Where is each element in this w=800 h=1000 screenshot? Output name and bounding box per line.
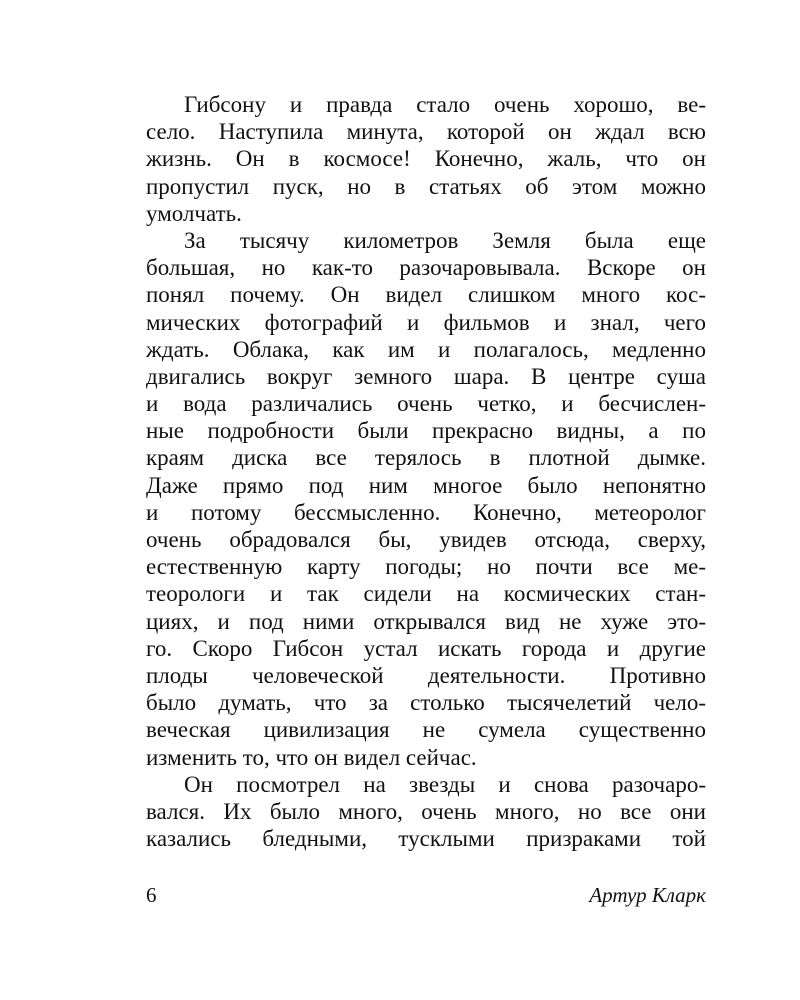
text-line: было думать, что за столько тысячелетий чело- bbox=[146, 690, 706, 716]
text-line: большая, но как-то разочаровывала. Вскоре он bbox=[146, 255, 706, 281]
text-line: понял почему. Он видел слишком много кос- bbox=[146, 282, 706, 308]
text-line: изменить то, что он видел сейчас. bbox=[146, 744, 477, 770]
text-line: и вода различались очень четко, и бесчислен- bbox=[146, 391, 706, 417]
text-line: село. Наступила минута, которой он ждал всю bbox=[146, 119, 706, 145]
text-line: очень обрадовался бы, увидев отсюда, сверху, bbox=[146, 527, 706, 552]
text-line: Гибсону и правда стало очень хорошо, ве- bbox=[184, 92, 706, 117]
text-line: естественную карту погоды; но почти все ме- bbox=[146, 554, 706, 580]
text-line: го. Скоро Гибсон устал искать города и другие bbox=[146, 635, 706, 661]
text-line: жизнь. Он в космосе! Конечно, жаль, что он bbox=[146, 146, 706, 172]
text-line: Он посмотрел на звезды и снова разочаро- bbox=[184, 771, 706, 797]
text-line: казались бледными, тусклыми призраками той bbox=[146, 826, 706, 852]
text-line: краям диска все терялось в плотной дымке. bbox=[146, 445, 706, 471]
page-number: 6 bbox=[146, 883, 157, 907]
text-line: вался. Их было много, очень много, но все они bbox=[146, 798, 706, 824]
body-text bbox=[146, 91, 706, 852]
text-line: циях, и под ними открывался вид не хуже это- bbox=[146, 608, 706, 634]
text-line: пропустил пуск, но в статьях об этом можно bbox=[146, 173, 706, 199]
text-line: теорологи и так сидели на космических стан- bbox=[146, 581, 706, 607]
running-head-author: Артур Кларк bbox=[589, 883, 706, 907]
text-line: веческая цивилизация не сумела существенно bbox=[146, 717, 706, 743]
text-line: За тысячу километров Земля была еще bbox=[184, 227, 706, 253]
text-line: Даже прямо под ним многое было непонятно bbox=[146, 472, 706, 498]
text-line: двигались вокруг земного шара. В центре суша bbox=[146, 363, 706, 389]
text-line: плоды человеческой деятельности. Противно bbox=[146, 662, 706, 688]
text-line: ные подробности были прекрасно видны, а по bbox=[146, 418, 706, 444]
page-footer bbox=[146, 880, 706, 910]
text-line: ждать. Облака, как им и полагалось, медленно bbox=[146, 336, 706, 362]
text-line: и потому бессмысленно. Конечно, метеоролог bbox=[146, 499, 706, 525]
text-line: умолчать. bbox=[146, 200, 242, 226]
text-line: мических фотографий и фильмов и знал, чего bbox=[146, 309, 706, 335]
